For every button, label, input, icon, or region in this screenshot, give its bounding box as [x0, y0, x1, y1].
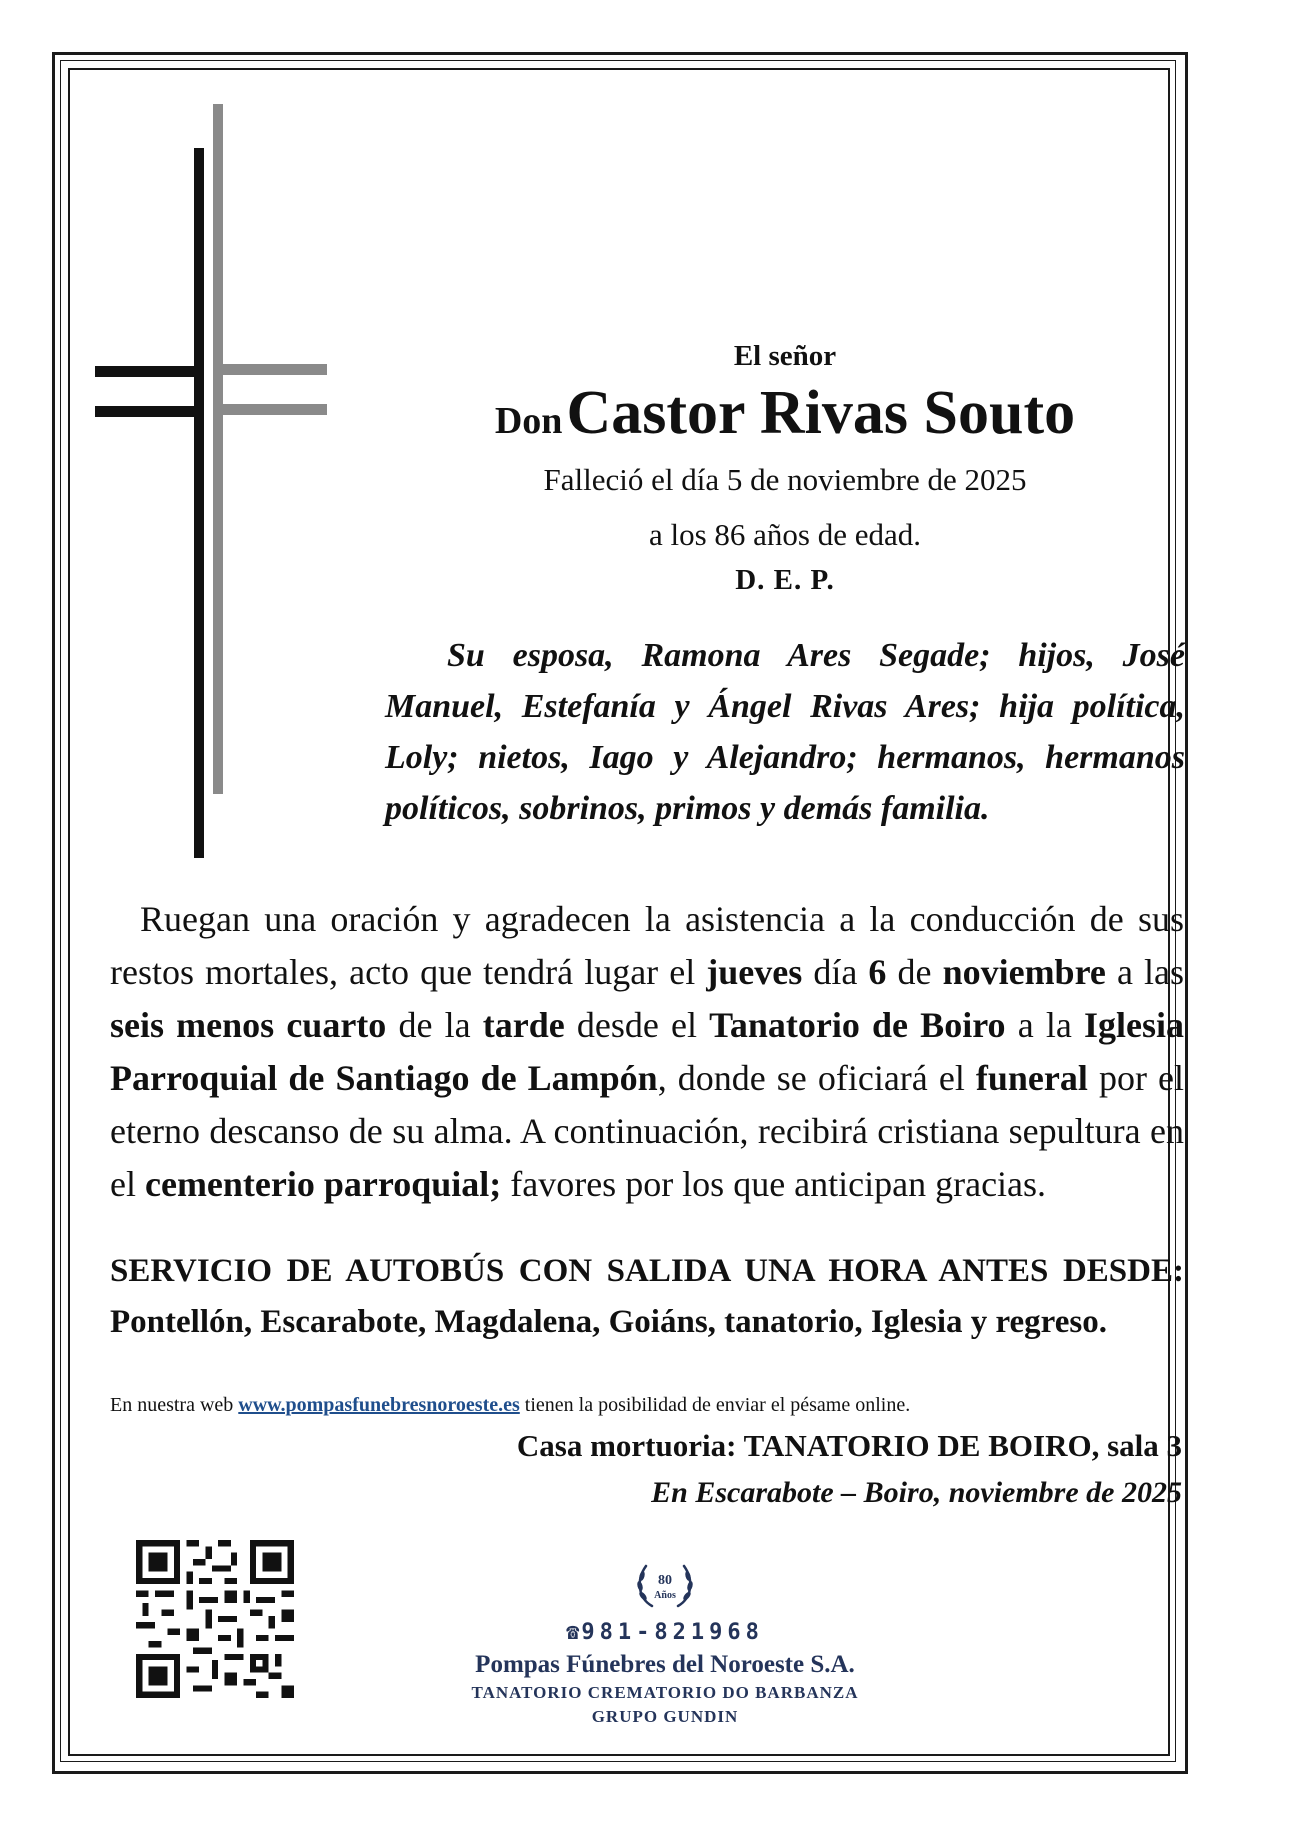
dep-line: D. E. P. — [735, 564, 835, 597]
announcement-funeral: funeral — [975, 1058, 1088, 1098]
announcement-month: noviembre — [942, 952, 1106, 992]
deceased-name-line — [390, 381, 1180, 446]
header-block — [390, 340, 1180, 597]
badge-number: 80 — [658, 1573, 672, 1588]
announcement-cemetery: cementerio parroquial; — [144, 1164, 502, 1204]
announcement-period: tarde — [482, 1005, 565, 1045]
qr-code[interactable] — [136, 1540, 294, 1698]
death-date: Falleció el día 5 de noviembre de 2025 — [543, 462, 1027, 498]
announcement-text: por el eterno descanso de su alma. A continuación, recibirá cristiana sepultura en el — [110, 1058, 1184, 1204]
announcement-text: día — [802, 952, 869, 992]
web-prefix: En nuestra web — [110, 1394, 239, 1416]
announcement-text: desde el — [564, 1005, 710, 1045]
announcement-text: a las — [1105, 952, 1185, 992]
phone-number[interactable]: 981-821968 — [581, 1620, 764, 1645]
honorific: Don — [494, 400, 563, 442]
phone-icon: ☎ — [566, 1620, 580, 1645]
phone-line — [400, 1620, 930, 1645]
web-condolence-line — [110, 1392, 1184, 1418]
salutation: El señor — [733, 340, 837, 372]
announcement-text: de — [886, 952, 943, 992]
anniversary-laurel-icon — [630, 1556, 700, 1612]
bus-service-notice: SERVICIO DE AUTOBÚS CON SALIDA UNA HORA ANTES DESDE: Pontellón, Escarabote, Magdalena, Goiáns, tanatorio, Iglesia y regreso. — [110, 1253, 1184, 1340]
website-link[interactable]: www.pompasfunebresnoroeste.es — [238, 1394, 520, 1416]
announcement-text: Ruegan una oración y agradecen la asistencia a la conducción de sus restos mortales, acto que tendrá lugar el — [110, 899, 1184, 992]
place-and-date: En Escarabote – Boiro, noviembre de 2025 — [651, 1476, 1182, 1509]
announcement-text: de la — [386, 1005, 483, 1045]
announcement-text: a la — [1005, 1005, 1084, 1045]
badge-word: Años — [654, 1590, 676, 1601]
family-list: Su esposa, Ramona Ares Segade; hijos, José Manuel, Estefanía y Ángel Rivas Ares; hija política, Loly; nietos, Iago y Alejandro; hermanos, hermanos políticos, sobrinos, primos y demás familia. — [385, 637, 1185, 827]
announcement-date: 6 — [868, 952, 887, 992]
announcement-day: jueves — [706, 952, 803, 992]
cross-icon — [95, 104, 327, 864]
company-subtitle: TANATORIO CREMATORIO DO BARBANZA — [471, 1683, 859, 1702]
announcement-origin: Tanatorio de Boiro — [709, 1005, 1006, 1045]
announcement-text: favores por los que anticipan gracias. — [501, 1164, 1047, 1204]
announcement-time: seis menos cuarto — [110, 1005, 387, 1045]
age-line: a los 86 años de edad. — [648, 517, 922, 553]
announcement-text: , donde se oficiará el — [657, 1058, 976, 1098]
deceased-name: Castor Rivas Souto — [566, 379, 1076, 447]
funeral-company-block — [400, 1556, 930, 1727]
company-name: Pompas Fúnebres del Noroeste S.A. — [475, 1651, 855, 1678]
ceremony-announcement — [110, 893, 1184, 1211]
company-group: GRUPO GUNDIN — [591, 1707, 739, 1726]
funeral-home-location: Casa mortuoria: TANATORIO DE BOIRO, sala 3 — [516, 1428, 1182, 1463]
announcement-church: Iglesia Parroquial de Santiago de Lampón — [110, 1005, 1184, 1098]
web-suffix: tienen la posibilidad de enviar el pésame online. — [519, 1394, 911, 1416]
